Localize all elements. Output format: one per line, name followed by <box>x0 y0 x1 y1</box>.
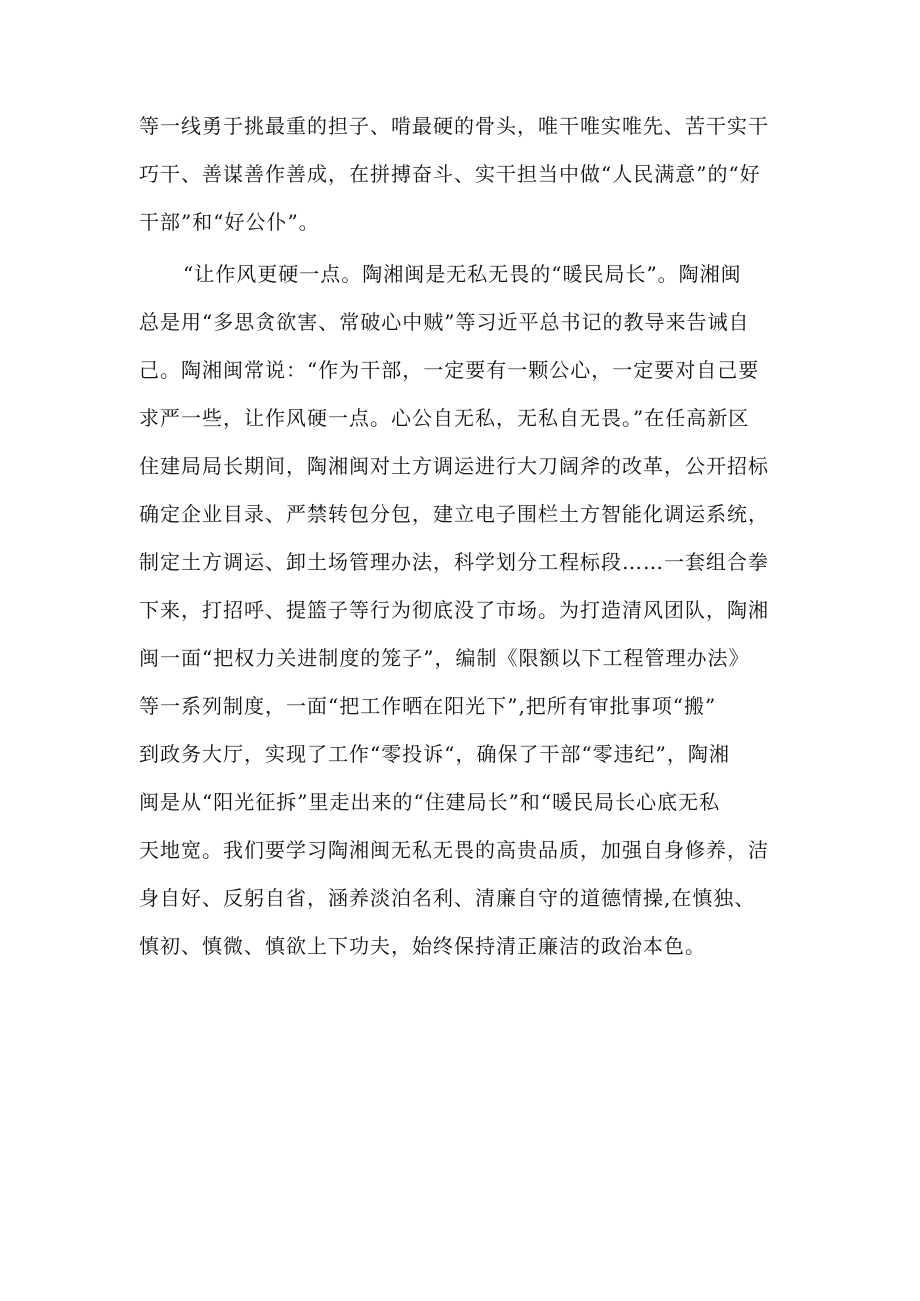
paragraph-line: 住建局局长期间，陶湘闽对土方调运进行大刀阔斧的改革，公开招标 <box>139 454 769 478</box>
paragraph-1 <box>139 102 789 246</box>
paragraph-line: 己。陶湘闽常说：“作为干部，一定要有一颗公心，一定要对自己要 <box>139 358 760 382</box>
paragraph-line: “让作风更硬一点。陶湘闽是无私无畏的“暖民局长”。陶湘闽 <box>183 262 742 286</box>
paragraph-line: 等一线勇于挑最重的担子、啃最硬的骨头，唯干唯实唯先、苦干实干 <box>139 114 769 138</box>
paragraph-line: 闽是从“阳光征拆”里走出来的“住建局长”和“暖民局长心底无私 <box>139 790 721 814</box>
paragraph-line: 总是用“多思贪欲害、常破心中贼”等习近平总书记的教导来告诫自 <box>139 310 750 334</box>
paragraph-line: 下来，打招呼、提篮子等行为彻底没了市场。为打造清风团队，陶湘 <box>139 598 769 622</box>
paragraph-line: 到政务大厅，实现了工作“零投诉“，确保了干部“零违纪”，陶湘 <box>139 742 730 766</box>
paragraph-line: 身自好、反躬自省，涵养淡泊名利、清廉自守的道德情操,在慎独、 <box>139 886 756 910</box>
paragraph-2 <box>139 250 789 970</box>
paragraph-line: 巧干、善谋善作善成，在拼搏奋斗、实干担当中做“人民满意”的“好 <box>139 162 761 186</box>
paragraph-line: 制定土方调运、卸土场管理办法，科学划分工程标段……一套组合拳 <box>139 550 769 574</box>
paragraph-line: 等一系列制度，一面“把工作晒在阳光下”,把所有审批事项“搬” <box>139 694 717 718</box>
paragraph-line: 干部”和“好公仆”。 <box>139 210 320 234</box>
paragraph-line: 确定企业目录、严禁转包分包，建立电子围栏土方智能化调运系统， <box>139 502 769 526</box>
paragraph-line: 闽一面“把权力关进制度的笼子”，编制《限额以下工程管理办法》 <box>139 646 750 670</box>
paragraph-line: 慎初、慎微、慎欲上下功夫，始终保持清正廉洁的政治本色。 <box>139 934 706 958</box>
paragraph-line: 天地宽。我们要学习陶湘闽无私无畏的高贵品质，加强自身修养，洁 <box>139 838 769 862</box>
paragraph-line: 求严一些，让作风硬一点。心公自无私，无私自无畏。”在任高新区 <box>139 406 750 430</box>
